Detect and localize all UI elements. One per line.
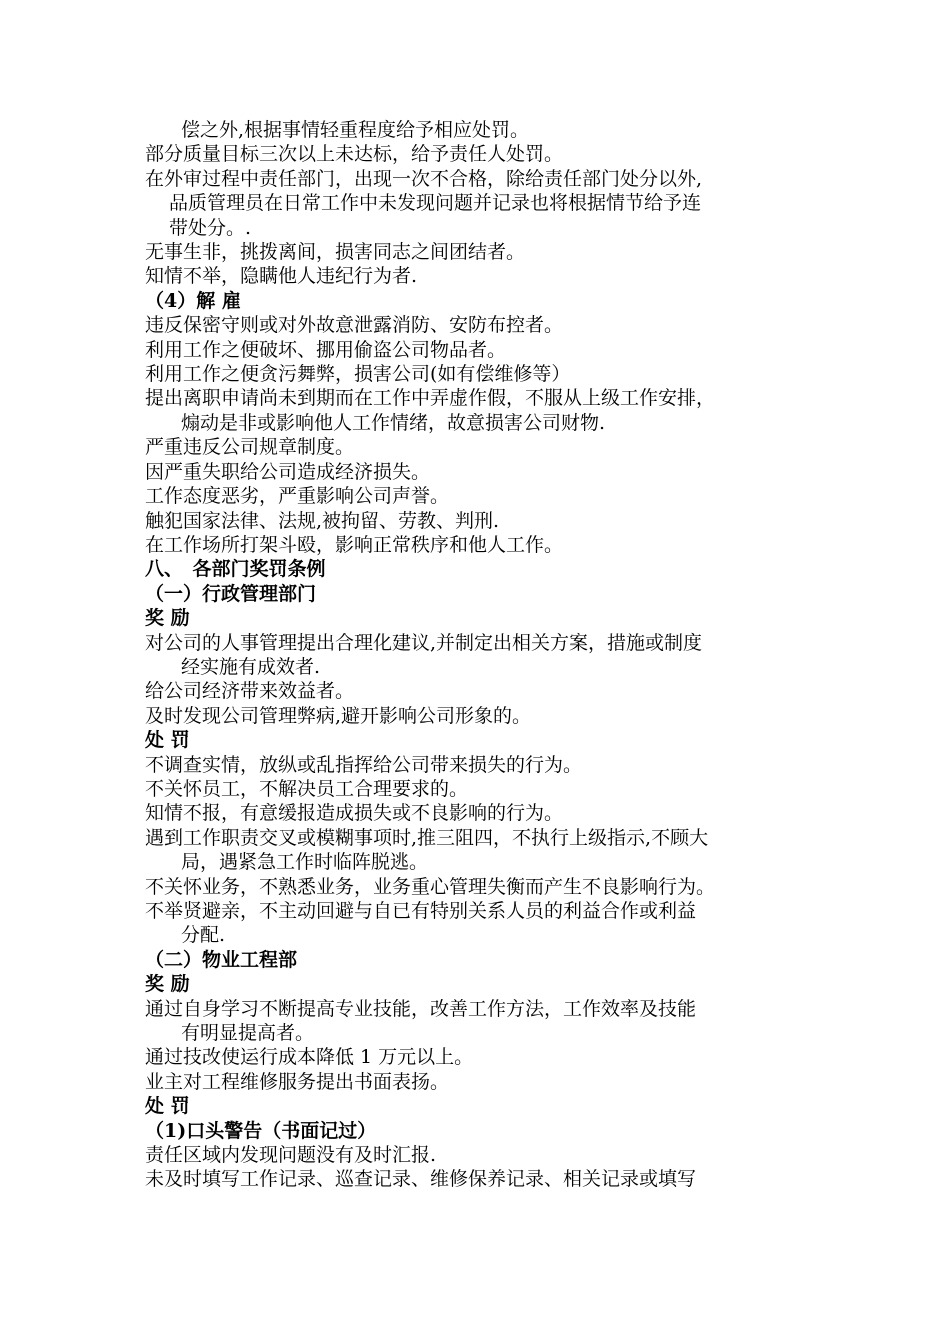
paragraph-line: 利用工作之便破坏、挪用偷盗公司物品者。	[145, 338, 507, 361]
section-heading: 奖 励	[145, 973, 190, 996]
paragraph-line: 因严重失职给公司造成经济损失。	[145, 460, 431, 483]
paragraph-line: 遇到工作职责交叉或模糊事项时,推三阻四，不执行上级指示,不顾大	[145, 826, 709, 849]
paragraph-line: 未及时填写工作记录、巡查记录、维修保养记录、相关记录或填写	[145, 1168, 697, 1191]
paragraph-continuation: 局，遇紧急工作时临阵脱逃。	[181, 851, 429, 874]
section-heading: 处 罚	[145, 729, 190, 752]
paragraph-line: 对公司的人事管理提出合理化建议,并制定出相关方案，措施或制度	[145, 631, 703, 654]
paragraph-line: 业主对工程维修服务提出书面表扬。	[145, 1070, 450, 1093]
paragraph-line: 责任区域内发现问题没有及时汇报.	[145, 1144, 437, 1167]
paragraph-line: 不关怀业务，不熟悉业务，业务重心管理失衡而产生不良影响行为。	[145, 875, 716, 898]
paragraph-continuation: 分配.	[181, 924, 226, 947]
document-body	[145, 118, 845, 1192]
section-heading: （1)口头警告（书面记过）	[145, 1119, 377, 1142]
paragraph-continuation: 带处分。.	[169, 216, 252, 239]
paragraph-line: 无事生非，挑拨离间，损害同志之间团结者。	[145, 241, 526, 264]
paragraph-line: 严重违反公司规章制度。	[145, 436, 355, 459]
paragraph-continuation: 煽动是非或影响他人工作情绪，故意损害公司财物.	[181, 411, 606, 434]
paragraph-line: 利用工作之便贪污舞弊，损害公司(如有偿维修等）	[145, 363, 571, 386]
paragraph-continuation: 有明显提高者。	[181, 1022, 315, 1045]
paragraph-continuation: 经实施有成效者.	[181, 655, 321, 678]
section-heading: （一）行政管理部门	[145, 582, 317, 605]
paragraph-line: 通过技改使运行成本降低 1 万元以上。	[145, 1046, 474, 1069]
section-heading: （4）解 雇	[145, 289, 241, 312]
paragraph-line: 及时发现公司管理弊病,避开影响公司形象的。	[145, 704, 532, 727]
paragraph-line: 在工作场所打架斗殴，影响正常秩序和他人工作。	[145, 533, 564, 556]
paragraph-line: 在外审过程中责任部门，出现一次不合格，除给责任部门处分以外,	[145, 167, 703, 190]
paragraph-line: 给公司经济带来效益者。	[145, 680, 355, 703]
paragraph-line: 违反保密守则或对外故意泄露消防、安防布控者。	[145, 314, 564, 337]
paragraph-line: 不调查实情，放纵或乱指挥给公司带来损失的行为。	[145, 753, 583, 776]
paragraph-line: 知情不报，有意缓报造成损失或不良影响的行为。	[145, 802, 564, 825]
paragraph-line: 工作态度恶劣，严重影响公司声誉。	[145, 485, 450, 508]
paragraph-line: 部分质量目标三次以上未达标，给予责任人处罚。	[145, 143, 564, 166]
paragraph-line: 不关怀员工，不解决员工合理要求的。	[145, 777, 469, 800]
paragraph-line: 触犯国家法律、法规,被拘留、劳教、判刑.	[145, 509, 500, 532]
section-heading: 八、 各部门奖罚条例	[145, 558, 326, 581]
paragraph-continuation: 品质管理员在日常工作中未发现问题并记录也将根据情节给予连	[169, 192, 702, 215]
section-heading: 奖 励	[145, 607, 190, 630]
paragraph-line: 通过自身学习不断提高专业技能，改善工作方法，工作效率及技能	[145, 997, 697, 1020]
paragraph-line: 知情不举，隐瞒他人违纪行为者.	[145, 265, 418, 288]
paragraph-line: 不举贤避亲，不主动回避与自已有特别关系人员的利益合作或利益	[145, 900, 697, 922]
section-heading: 处 罚	[145, 1095, 190, 1118]
paragraph-continuation: 偿之外,根据事情轻重程度给予相应处罚。	[181, 119, 530, 141]
section-heading: （二）物业工程部	[145, 948, 298, 971]
paragraph-line: 提出离职申请尚未到期而在工作中弄虚作假，不服从上级工作安排，	[145, 387, 716, 410]
